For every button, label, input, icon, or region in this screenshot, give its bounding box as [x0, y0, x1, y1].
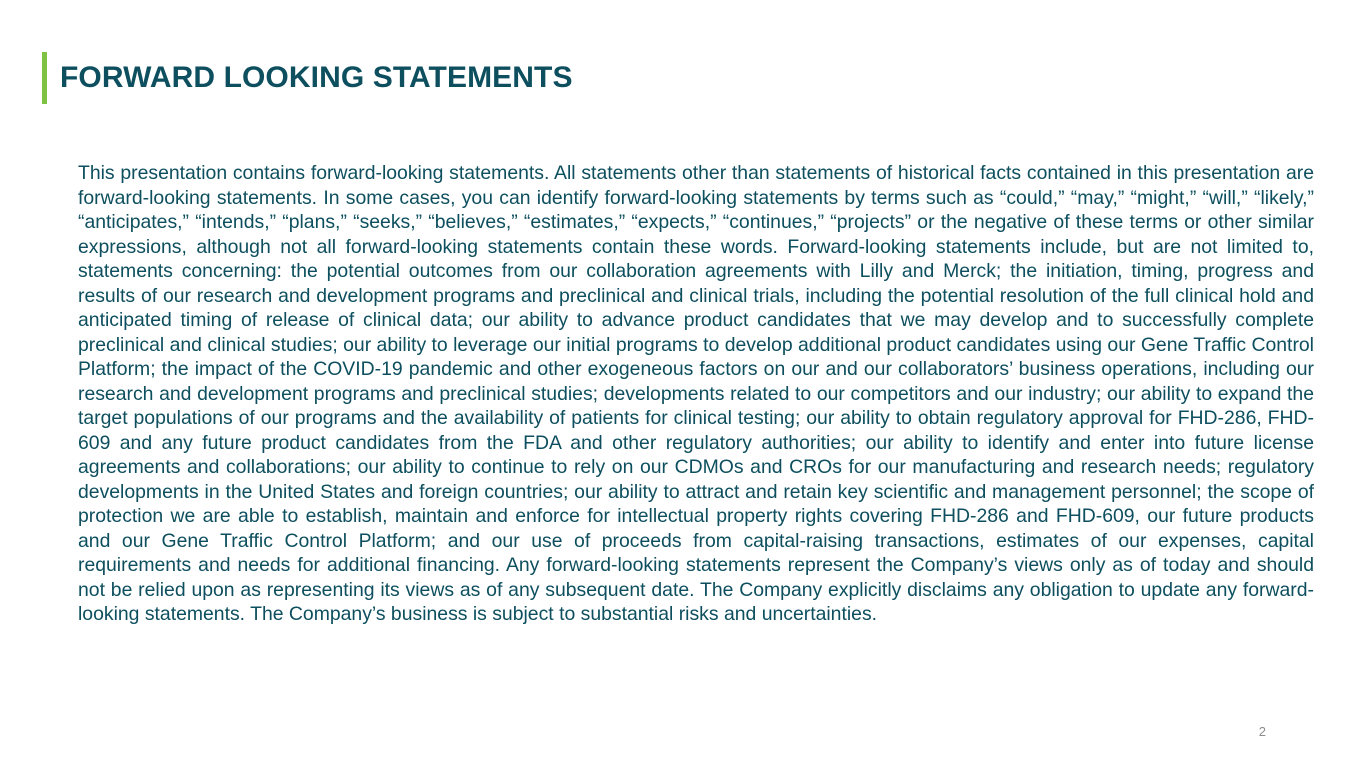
forward-looking-statements-text: This presentation contains forward-looking statements. All statements other than statements of historical facts contained in this presentation are forward-looking statements. In some cases, you can identify forward-looking statements by terms such as “could,” “may,” “might,” “will,” “likely,” “anticipates,” “intends,” “plans,” “seeks,” “believes,” “estimates,” “expects,” “continues,” “projects” or the negative of these terms or other similar expressions, although not all forward-looking statements contain these words. Forward-looking statements include, but are not limited to, statements concerning: the potential outcomes from our collaboration agreements with Lilly and Merck; the initiation, timing, progress and results of our research and development programs and preclinical and clinical trials, including the potential resolution of the full clinical hold and anticipated timing of release of clinical data; our ability to advance product candidates that we may develop and to successfully complete preclinical and clinical studies; our ability to leverage our initial programs to develop additional product candidates using our Gene Traffic Control Platform; the impact of the COVID-19 pandemic and other exogeneous factors on our and our collaborators’ business operations, including our research and development programs and preclinical studies; developments related to our competitors and our industry; our ability to expand the target populations of our programs and the availability of patients for clinical testing; our ability to obtain regulatory approval for FHD-286, FHD-609 and any future product candidates from the FDA and other regulatory authorities; our ability to identify and enter into future license agreements and collaborations; our ability to continue to rely on our CDMOs and CROs for our manufacturing and research needs; regulatory developments in the United States and foreign countries; our ability to attract and retain key scientific and management personnel; the scope of protection we are able to establish, maintain and enforce for intellectual property rights covering FHD-286 and FHD-609, our future products and our Gene Traffic Control Platform; and our use of proceeds from capital-raising transactions, estimates of our expenses, capital requirements and needs for additional financing. Any forward-looking statements represent the Company’s views only as of today and should not be relied upon as representing its views as of any subsequent date. The Company explicitly disclaims any obligation to update any forward-looking statements. The Company’s business is subject to substantial risks and uncertainties.: [78, 162, 1314, 625]
page-number: 2: [1258, 724, 1266, 739]
title-accent-bar: [42, 52, 47, 104]
slide-title: FORWARD LOOKING STATEMENTS: [60, 61, 573, 94]
